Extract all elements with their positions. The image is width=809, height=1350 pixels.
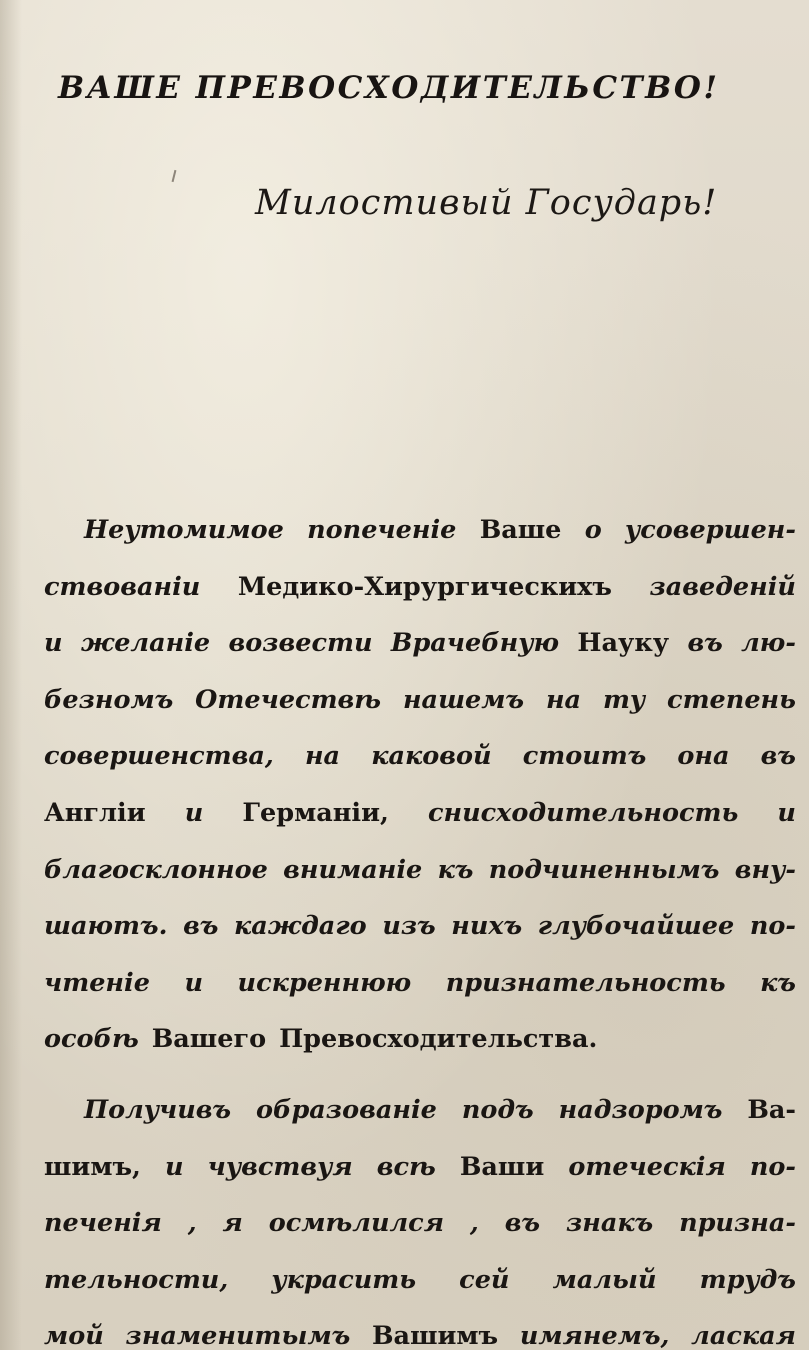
word: Ва-	[747, 1094, 796, 1125]
word: знаменитымъ	[125, 1321, 351, 1350]
word: совершенства,	[44, 741, 274, 772]
word: лю-	[741, 628, 796, 659]
word: по-	[749, 911, 796, 942]
word: осмѣлился	[268, 1208, 444, 1239]
word: чувствуя	[207, 1151, 353, 1182]
word: въ	[760, 741, 796, 772]
text-line	[44, 911, 796, 968]
word: стоитъ	[522, 741, 647, 772]
word: каждаго	[234, 911, 367, 942]
word: и	[44, 628, 63, 659]
word: нашемъ	[402, 684, 525, 715]
word: желаніе	[80, 628, 211, 659]
word: шаютъ.	[44, 911, 168, 942]
word: искреннюю	[237, 967, 412, 998]
word: имянемъ,	[519, 1321, 670, 1350]
word: и	[184, 797, 204, 828]
word: Ваше	[479, 515, 562, 545]
word: по-	[749, 1151, 796, 1182]
word: благосклонное	[44, 854, 268, 885]
word: украсить	[271, 1264, 417, 1295]
dedication-body	[44, 515, 796, 1350]
word: Превосходительства.	[279, 1024, 598, 1055]
word: Неутомимое	[84, 515, 284, 545]
word: нихъ	[451, 911, 523, 942]
word: лаская	[691, 1321, 796, 1350]
word: заведеній	[649, 571, 796, 602]
page-spine-shadow	[0, 0, 22, 1350]
word: ,	[187, 1208, 197, 1239]
text-line	[44, 855, 796, 912]
word: Вашимъ	[372, 1321, 499, 1350]
word: снисходительность	[428, 797, 739, 828]
word: степень	[667, 684, 796, 715]
word: Получивъ	[84, 1094, 232, 1125]
text-line	[44, 572, 796, 629]
word: на	[545, 684, 582, 715]
word: тельности,	[44, 1264, 229, 1295]
text-line	[44, 1152, 796, 1209]
word: вну-	[734, 854, 796, 885]
word: Врачебную	[390, 628, 560, 659]
word: попеченіе	[307, 515, 457, 545]
text-line	[44, 685, 796, 742]
ink-speck	[172, 170, 177, 182]
word: подъ	[461, 1094, 534, 1125]
text-line	[44, 1095, 796, 1152]
word: усовершен-	[625, 515, 796, 545]
word: къ	[760, 967, 796, 998]
word: я	[222, 1208, 243, 1239]
text-line	[44, 628, 796, 685]
word: безномъ	[44, 684, 174, 715]
text-line	[44, 1265, 796, 1322]
word: вниманіе	[283, 854, 423, 885]
word: мой	[44, 1321, 104, 1350]
word: Вашего	[151, 1024, 267, 1055]
word: она	[677, 741, 730, 772]
word: изъ	[382, 911, 436, 942]
salutation: Милостивый Государь!	[255, 183, 718, 223]
text-line	[44, 798, 796, 855]
word: призна-	[679, 1208, 796, 1239]
word: трудъ	[699, 1264, 796, 1295]
word: шимъ,	[44, 1151, 141, 1182]
text-line	[44, 1024, 796, 1081]
word: Ваши	[459, 1151, 545, 1182]
word: ту	[602, 684, 646, 715]
word: образованіе	[256, 1094, 437, 1125]
text-line	[44, 741, 796, 798]
word: всѣ	[376, 1151, 436, 1182]
word: ствованіи	[44, 571, 201, 602]
text-line	[44, 515, 796, 572]
word: знакъ	[565, 1208, 654, 1239]
word: Отечествѣ	[195, 684, 382, 715]
text-line	[44, 968, 796, 1025]
word: каковой	[371, 741, 492, 772]
text-line	[44, 1321, 796, 1350]
word: и	[184, 967, 204, 998]
word: въ	[504, 1208, 541, 1239]
word: печенія	[44, 1208, 162, 1239]
word: Медико-Хирургическихъ	[237, 571, 612, 602]
word: подчиненнымъ	[488, 854, 720, 885]
word: возвести	[228, 628, 373, 659]
word: сей	[459, 1264, 510, 1295]
word: отеческія	[568, 1151, 726, 1182]
word: на	[304, 741, 341, 772]
dedication-heading: ВАШЕ ПРЕВОСХОДИТЕЛЬСТВО!	[58, 70, 720, 106]
word: и	[777, 797, 796, 828]
word: Германіи,	[242, 797, 389, 828]
word: признательность	[445, 967, 726, 998]
word: о	[584, 515, 602, 545]
word: глубочайшее	[537, 911, 735, 942]
word: въ	[183, 911, 219, 942]
text-line	[44, 1208, 796, 1265]
word: къ	[437, 854, 474, 885]
word: ,	[469, 1208, 479, 1239]
word: надзоромъ	[558, 1094, 723, 1125]
word: особѣ	[44, 1024, 139, 1055]
word: и	[165, 1151, 184, 1182]
word: Англіи	[44, 797, 146, 828]
word: Науку	[577, 628, 670, 659]
word: въ	[687, 628, 723, 659]
word: малый	[552, 1264, 657, 1295]
word: чтеніе	[44, 967, 150, 998]
